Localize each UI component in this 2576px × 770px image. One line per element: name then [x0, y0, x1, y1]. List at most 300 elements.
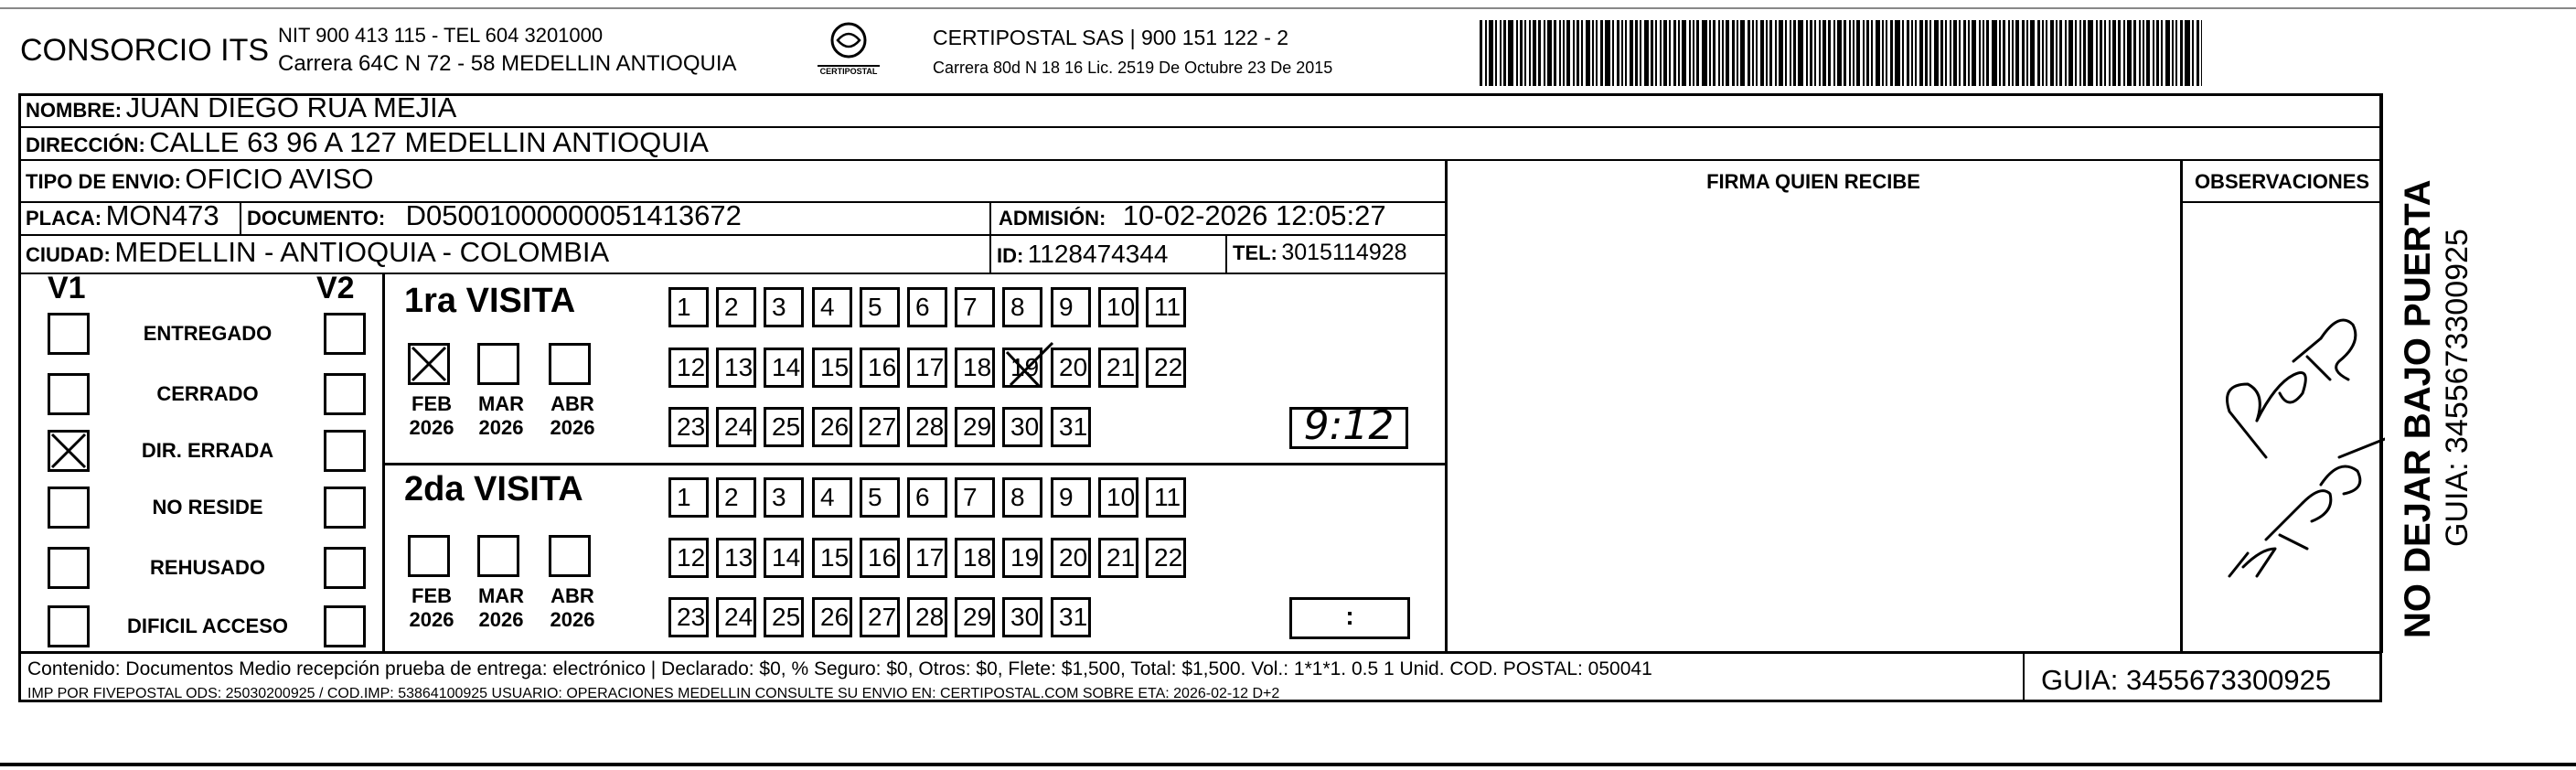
day-box-19[interactable]	[1002, 348, 1042, 388]
day-box-26[interactable]	[812, 597, 852, 637]
second-visit-title: 2da VISITA	[404, 470, 583, 508]
barcode-bar	[2109, 20, 2111, 86]
day-box-8[interactable]	[1002, 477, 1042, 518]
day-number: 21	[1106, 353, 1136, 381]
first-visit-time: 9:12	[1303, 402, 1395, 449]
day-box-28[interactable]	[907, 597, 947, 637]
row-rule	[2181, 201, 2382, 203]
barcode-bar	[1644, 20, 1649, 86]
barcode-bar	[1968, 20, 1970, 86]
month-year: 2026	[478, 608, 524, 631]
day-number: 10	[1106, 483, 1136, 511]
barcode-bar	[1950, 20, 1951, 86]
barcode	[1480, 20, 2204, 86]
month-checkbox-feb[interactable]	[408, 343, 450, 385]
barcode-bar	[1655, 20, 1657, 86]
barcode-bar	[1833, 20, 1835, 86]
barcode-bar	[1533, 20, 1536, 86]
day-box-27[interactable]	[860, 597, 900, 637]
barcode-bar	[2201, 20, 2202, 86]
day-number: 29	[963, 603, 992, 631]
barcode-bar	[1748, 20, 1750, 86]
day-box-6[interactable]	[907, 477, 947, 518]
day-box-2[interactable]	[716, 287, 756, 327]
day-number: 12	[677, 353, 706, 381]
reason-label: ENTREGADO	[143, 322, 273, 345]
day-number: 5	[868, 293, 882, 321]
barcode-bar	[1760, 20, 1764, 86]
second-visit-time-box[interactable]	[1289, 597, 1410, 639]
month-checkbox-mar[interactable]	[477, 343, 519, 385]
barcode-bar	[2100, 20, 2102, 86]
barcode-bar	[1702, 20, 1707, 86]
day-box-27[interactable]	[860, 407, 900, 447]
day-number: 25	[772, 412, 801, 441]
day-box-29[interactable]	[955, 407, 995, 447]
barcode-bar	[2079, 20, 2081, 86]
day-box-30[interactable]	[1002, 407, 1042, 447]
day-box-25[interactable]	[764, 407, 804, 447]
day-box-5[interactable]	[860, 287, 900, 327]
barcode-bar	[1577, 20, 1579, 86]
month-checkbox-abr[interactable]	[549, 535, 591, 577]
day-box-16[interactable]	[860, 348, 900, 388]
address-row	[26, 126, 709, 159]
footer-line-1: Contenido: Documentos Medio recepción prueba de entrega: electrónico | Declarado: $0, % Seguro: $0, Otros: $0, Flete: $1,500, Total: $1,500. Vol.: 1*1*1. 0.5 1 Unid. COD. POSTAL: 050041	[27, 658, 1652, 679]
day-box-20[interactable]	[1051, 538, 1091, 578]
day-box-13[interactable]	[716, 538, 756, 578]
day-box-15[interactable]	[812, 348, 852, 388]
day-number: 10	[1106, 293, 1136, 321]
barcode-bar	[2096, 20, 2098, 86]
day-box-1[interactable]	[668, 287, 709, 327]
barcode-bar	[1919, 20, 1923, 86]
barcode-bar	[2037, 20, 2040, 86]
barcode-bar	[1779, 20, 1783, 86]
barcode-bar	[1600, 20, 1603, 86]
row-rule	[18, 273, 1447, 274]
barcode-bar	[1538, 20, 1541, 86]
barcode-bar	[1554, 20, 1556, 86]
barcode-bar	[1844, 20, 1846, 86]
barcode-bar	[1630, 20, 1633, 86]
day-box-21[interactable]	[1098, 538, 1138, 578]
check-x-icon	[50, 433, 87, 469]
document-label: DOCUMENTO:	[247, 207, 386, 230]
day-number: 4	[820, 483, 835, 511]
month-year: 2026	[409, 416, 454, 439]
barcode-bar	[2180, 20, 2183, 86]
barcode-bar	[1651, 20, 1653, 86]
day-number: 13	[724, 543, 754, 572]
day-number: 16	[868, 353, 897, 381]
day-number: 27	[868, 412, 897, 441]
day-box-11[interactable]	[1146, 477, 1186, 518]
v2-label: V2	[316, 271, 355, 305]
day-box-3[interactable]	[764, 477, 804, 518]
barcode-bar	[1660, 20, 1662, 86]
v1-checkbox[interactable]	[48, 605, 90, 647]
day-box-9[interactable]	[1051, 287, 1091, 327]
barcode-bar	[2146, 20, 2150, 86]
barcode-bar	[2112, 20, 2116, 86]
company-line-1: NIT 900 413 115 - TEL 604 3201000	[278, 24, 604, 47]
v2-checkbox[interactable]	[324, 313, 366, 355]
day-number: 30	[1010, 603, 1040, 631]
barcode-bar	[1516, 20, 1518, 86]
barcode-bar	[2042, 20, 2044, 86]
day-number: 23	[677, 412, 706, 441]
barcode-bar	[2068, 20, 2073, 86]
barcode-bar	[2139, 20, 2141, 86]
barcode-bar	[1983, 20, 1984, 86]
v1-checkbox[interactable]	[48, 547, 90, 589]
barcode-bar	[1713, 20, 1716, 86]
admission-value: 10-02-2026 12:05:27	[1122, 199, 1386, 231]
barcode-bar	[1612, 20, 1614, 86]
v2-checkbox[interactable]	[324, 430, 366, 472]
footer-guia: GUIA: 3455673300925	[2041, 664, 2332, 696]
day-number: 3	[772, 293, 786, 321]
day-box-12[interactable]	[668, 348, 709, 388]
tel-label: TEL:	[1233, 241, 1277, 264]
day-box-17[interactable]	[907, 348, 947, 388]
month-checkbox-feb[interactable]	[408, 535, 450, 577]
city-field	[26, 236, 609, 269]
barcode-bar	[1863, 20, 1865, 86]
barcode-bar	[1529, 20, 1531, 86]
bottom-edge-line	[0, 763, 2576, 766]
day-number: 22	[1154, 353, 1183, 381]
day-number: 31	[1059, 412, 1088, 441]
barcode-bar	[1544, 20, 1545, 86]
barcode-bar	[1489, 20, 1493, 86]
barcode-bar	[1592, 20, 1594, 86]
barcode-bar	[1752, 20, 1754, 86]
day-number: 15	[820, 353, 850, 381]
day-box-29[interactable]	[955, 597, 995, 637]
day-number: 29	[963, 412, 992, 441]
barcode-bar	[1635, 20, 1638, 86]
day-box-26[interactable]	[812, 407, 852, 447]
barcode-bar	[2075, 20, 2077, 86]
day-box-6[interactable]	[907, 287, 947, 327]
company-line-2: Carrera 64C N 72 - 58 MEDELLIN ANTIOQUIA	[278, 51, 737, 76]
barcode-bar	[1929, 20, 1931, 86]
day-box-4[interactable]	[812, 477, 852, 518]
day-box-1[interactable]	[668, 477, 709, 518]
barcode-bar	[1480, 20, 1482, 86]
barcode-bar	[1911, 20, 1913, 86]
month-name: MAR	[477, 392, 525, 415]
barcode-bar	[2083, 20, 2086, 86]
month-name: ABR	[550, 392, 594, 415]
day-number: 30	[1010, 412, 1040, 441]
col-rule	[1225, 236, 1227, 273]
barcode-bar	[1737, 20, 1738, 86]
address-value: CALLE 63 96 A 127 MEDELLIN ANTIOQUIA	[149, 126, 709, 158]
month-name: ABR	[550, 584, 594, 607]
name-row	[26, 91, 456, 124]
barcode-bar	[1979, 20, 1981, 86]
barcode-bar	[2015, 20, 2019, 86]
document-field	[247, 199, 742, 232]
barcode-bar	[1785, 20, 1787, 86]
v1-checkbox[interactable]	[48, 430, 90, 472]
day-box-12[interactable]	[668, 538, 709, 578]
day-box-23[interactable]	[668, 407, 709, 447]
barcode-bar	[2012, 20, 2014, 86]
name-value: JUAN DIEGO RUA MEJIA	[125, 91, 457, 123]
check-x-icon	[411, 346, 447, 382]
barcode-bar	[1673, 20, 1676, 86]
v1-checkbox[interactable]	[48, 487, 90, 529]
day-number: 14	[772, 353, 801, 381]
month-checkbox-abr[interactable]	[549, 343, 591, 385]
barcode-bar	[1689, 20, 1691, 86]
day-number: 25	[772, 603, 801, 631]
day-number: 28	[915, 412, 945, 441]
day-box-21[interactable]	[1098, 348, 1138, 388]
barcode-bar	[1524, 20, 1526, 86]
day-box-23[interactable]	[668, 597, 709, 637]
barcode-bar	[1895, 20, 1900, 86]
day-box-2[interactable]	[716, 477, 756, 518]
day-box-18[interactable]	[955, 348, 995, 388]
day-number: 22	[1154, 543, 1183, 572]
second-visit-time: :	[1345, 602, 1354, 630]
barcode-bar	[1934, 20, 1939, 86]
col-rule	[2180, 159, 2183, 653]
day-box-9[interactable]	[1051, 477, 1091, 518]
day-number: 15	[820, 543, 850, 572]
day-box-14[interactable]	[764, 348, 804, 388]
day-number: 8	[1010, 293, 1025, 321]
day-box-8[interactable]	[1002, 287, 1042, 327]
barcode-bar	[1678, 20, 1680, 86]
barcode-bar	[1853, 20, 1855, 86]
barcode-bar	[1886, 20, 1887, 86]
barcode-bar	[1907, 20, 1909, 86]
day-number: 17	[915, 543, 945, 572]
day-box-17[interactable]	[907, 538, 947, 578]
barcode-bar	[1621, 20, 1623, 86]
id-field	[997, 240, 1168, 269]
day-number: 12	[677, 543, 706, 572]
month-checkbox-mar[interactable]	[477, 535, 519, 577]
barcode-bar	[1953, 20, 1957, 86]
barcode-bar	[2123, 20, 2125, 86]
admission-field	[999, 199, 1386, 232]
day-box-15[interactable]	[812, 538, 852, 578]
barcode-bar	[2065, 20, 2067, 86]
id-label: ID:	[997, 244, 1024, 267]
barcode-bar	[2046, 20, 2047, 86]
barcode-bar	[1822, 20, 1826, 86]
day-number: 6	[915, 293, 930, 321]
day-box-31[interactable]	[1051, 597, 1091, 637]
barcode-bar	[2088, 20, 2093, 86]
city-label: CIUDAD:	[26, 243, 111, 266]
barcode-bar	[1972, 20, 1976, 86]
day-number: 16	[868, 543, 897, 572]
barcode-bar	[1663, 20, 1667, 86]
day-number: 24	[724, 603, 754, 631]
visit-divider	[384, 463, 1447, 465]
reason-label: REHUSADO	[150, 556, 265, 579]
day-box-11[interactable]	[1146, 287, 1186, 327]
v2-checkbox[interactable]	[324, 487, 366, 529]
barcode-bar	[1563, 20, 1565, 86]
barcode-bar	[1793, 20, 1796, 86]
day-box-25[interactable]	[764, 597, 804, 637]
barcode-bar	[1605, 20, 1610, 86]
first-visit-time-box[interactable]	[1289, 402, 1408, 449]
tel-value: 3015114928	[1281, 240, 1407, 265]
month-name: MAR	[477, 584, 525, 607]
day-box-28[interactable]	[907, 407, 947, 447]
barcode-bar	[1819, 20, 1821, 86]
barcode-bar	[1718, 20, 1720, 86]
barcode-bar	[2127, 20, 2132, 86]
barcode-bar	[2133, 20, 2136, 86]
barcode-bar	[1837, 20, 1842, 86]
day-number: 18	[963, 543, 992, 572]
barcode-bar	[2156, 20, 2159, 86]
barcode-bar	[1756, 20, 1758, 86]
day-box-24[interactable]	[716, 597, 756, 637]
month-year: 2026	[478, 416, 524, 439]
col-rule	[2023, 653, 2025, 702]
day-box-31[interactable]	[1051, 407, 1091, 447]
type-row	[26, 163, 374, 196]
barcode-bar	[1999, 20, 2001, 86]
certipostal-line-2: Carrera 80d N 18 16 Lic. 2519 De Octubre 23 De 2015	[933, 59, 1333, 77]
day-number: 1	[677, 293, 691, 321]
barcode-bar	[1503, 20, 1506, 86]
reason-label: NO RESIDE	[152, 496, 263, 519]
barcode-bar	[1986, 20, 1989, 86]
barcode-bar	[2197, 20, 2199, 86]
barcode-bar	[1559, 20, 1561, 86]
v1-label: V1	[48, 271, 86, 305]
day-box-7[interactable]	[955, 287, 995, 327]
day-number: 4	[820, 293, 835, 321]
barcode-bar	[1992, 20, 1997, 86]
day-number: 19	[1010, 543, 1040, 572]
day-box-5[interactable]	[860, 477, 900, 518]
day-number: 28	[915, 603, 945, 631]
month-year: 2026	[550, 608, 595, 631]
barcode-bar	[2165, 20, 2170, 86]
barcode-bar	[2161, 20, 2163, 86]
day-box-30[interactable]	[1002, 597, 1042, 637]
type-value: OFICIO AVISO	[185, 163, 374, 195]
day-number: 20	[1059, 353, 1088, 381]
day-box-22[interactable]	[1146, 538, 1186, 578]
v1-checkbox[interactable]	[48, 313, 90, 355]
day-box-22[interactable]	[1146, 348, 1186, 388]
barcode-bar	[2175, 20, 2177, 86]
first-visit-title: 1ra VISITA	[404, 282, 576, 320]
day-number: 9	[1059, 483, 1074, 511]
barcode-bar	[2059, 20, 2062, 86]
v1-checkbox[interactable]	[48, 373, 90, 415]
barcode-bar	[1925, 20, 1928, 86]
day-box-16[interactable]	[860, 538, 900, 578]
address-label: DIRECCIÓN:	[26, 134, 145, 156]
day-box-13[interactable]	[716, 348, 756, 388]
barcode-bar	[2008, 20, 2010, 86]
day-box-24[interactable]	[716, 407, 756, 447]
barcode-bar	[1722, 20, 1724, 86]
barcode-bar	[1902, 20, 1904, 86]
barcode-bar	[1959, 20, 1961, 86]
barcode-bar	[1945, 20, 1947, 86]
barcode-bar	[1573, 20, 1575, 86]
barcode-bar	[1732, 20, 1735, 86]
barcode-bar	[1485, 20, 1487, 86]
barcode-bar	[1798, 20, 1803, 86]
barcode-bar	[2172, 20, 2174, 86]
col-rule	[382, 273, 385, 651]
barcode-bar	[1693, 20, 1694, 86]
day-number: 3	[772, 483, 786, 511]
plate-label: PLACA:	[26, 207, 102, 230]
day-box-20[interactable]	[1051, 348, 1091, 388]
day-number: 11	[1154, 483, 1181, 511]
day-number: 5	[868, 483, 882, 511]
day-number: 24	[724, 412, 754, 441]
barcode-bar	[2022, 20, 2025, 86]
barcode-bar	[1940, 20, 1943, 86]
barcode-bar	[1547, 20, 1552, 86]
barcode-bar	[2030, 20, 2035, 86]
side-guia: GUIA: 3455673300925	[2440, 229, 2474, 547]
barcode-bar	[1500, 20, 1502, 86]
day-box-10[interactable]	[1098, 477, 1138, 518]
barcode-bar	[1769, 20, 1772, 86]
month-name: FEB	[412, 584, 452, 607]
handwritten-x-icon	[1001, 336, 1056, 400]
barcode-bar	[1495, 20, 1497, 86]
reason-label: CERRADO	[156, 382, 259, 405]
v2-checkbox[interactable]	[324, 373, 366, 415]
barcode-bar	[2026, 20, 2028, 86]
day-number: 20	[1059, 543, 1088, 572]
day-box-3[interactable]	[764, 287, 804, 327]
barcode-bar	[1766, 20, 1768, 86]
document-value: D05001000000051413672	[405, 199, 742, 231]
barcode-bar	[1871, 20, 1873, 86]
v2-checkbox[interactable]	[324, 605, 366, 647]
day-number: 27	[868, 603, 897, 631]
v2-checkbox[interactable]	[324, 547, 366, 589]
city-value: MEDELLIN - ANTIOQUIA - COLOMBIA	[114, 236, 610, 268]
company-name: CONSORCIO ITS	[20, 33, 270, 68]
day-box-19[interactable]	[1002, 538, 1042, 578]
day-box-14[interactable]	[764, 538, 804, 578]
day-box-18[interactable]	[955, 538, 995, 578]
day-box-7[interactable]	[955, 477, 995, 518]
day-number: 2	[724, 483, 739, 511]
day-box-4[interactable]	[812, 287, 852, 327]
day-box-10[interactable]	[1098, 287, 1138, 327]
row-rule	[18, 651, 2382, 654]
top-edge-line	[0, 7, 2576, 9]
side-warning: NO DEJAR BAJO PUERTA	[2398, 179, 2438, 638]
day-number: 26	[820, 603, 850, 631]
